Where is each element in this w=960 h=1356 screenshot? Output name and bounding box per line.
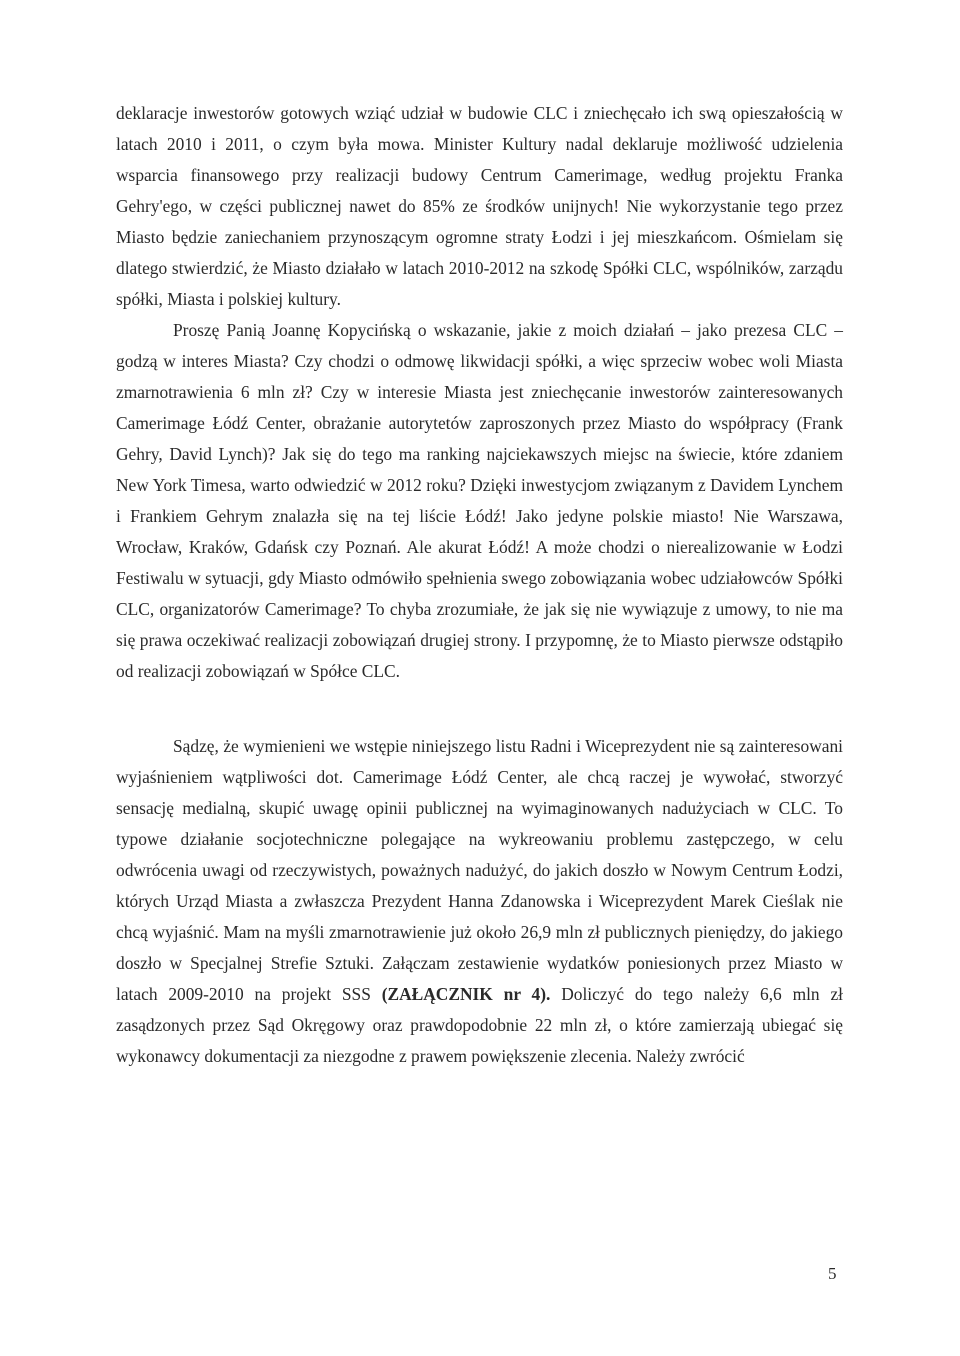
paragraph-3 bbox=[116, 731, 843, 1072]
paragraph-2 bbox=[116, 315, 843, 687]
page-number: 5 bbox=[828, 1264, 837, 1283]
document-body bbox=[116, 98, 843, 1072]
paragraph-3-text-end: Doliczyć do tego należy 6,6 mln zł zasądzonych przez Sąd Okręgowy oraz prawdopodobnie 22 mln zł, o które zamierzają ubiegać się wykonawcy dokumentacji za niezgodne z prawem powiększenie zlecenia. Należy zwrócić bbox=[116, 984, 843, 1066]
attachment-reference: (ZAŁĄCZNIK nr 4). bbox=[381, 984, 551, 1004]
paragraph-1 bbox=[116, 98, 843, 315]
paragraph-1-text: deklaracje inwestorów gotowych wziąć udział w budowie CLC i zniechęcało ich swą opieszałością w latach 2010 i 2011, o czym była mowa. Minister Kultury nadal deklaruje możliwość udzielenia wsparcia finansowego przy realizacji budowy Centrum Camerimage, według projektu Franka Gehry'ego, w części publicznej nawet do 85% ze środków unijnych! Nie wykorzystanie tego przez Miasto będzie zaniechaniem przynoszącym ogromne straty Łodzi i jej mieszkańcom. Ośmielam się dlatego stwierdzić, że Miasto działało w latach 2010-2012 na szkodę Spółki CLC, wspólników, zarządu spółki, Miasta i polskiej kultury. bbox=[116, 103, 843, 309]
paragraph-3-text-start: Sądzę, że wymienieni we wstępie niniejszego listu Radni i Wiceprezydent nie są zainteresowani wyjaśnieniem wątpliwości dot. Camerimage Łódź Center, ale chcą raczej je wywołać, stworzyć sensację medialną, skupić uwagę opinii publicznej na wyimaginowanych nadużyciach w CLC. To typowe działanie socjotechniczne polegające na wykreowaniu problemu zastępczego, w celu odwrócenia uwagi od rzeczywistych, poważnych nadużyć, do jakich doszło w Nowym Centrum Łodzi, których Urząd Miasta a zwłaszcza Prezydent Hanna Zdanowska i Wiceprezydent Marek Cieślak nie chcą wyjaśnić. Mam na myśli zmarnotrawienie już około 26,9 mln zł publicznych pieniędzy, do jakiego doszło w Specjalnej Strefie Sztuki. Załączam zestawienie wydatków poniesionych przez Miasto w latach 2009-2010 na projekt SSS bbox=[116, 736, 843, 1004]
paragraph-2-text: Proszę Panią Joannę Kopycińską o wskazanie, jakie z moich działań – jako prezesa CLC – godzą w interes Miasta? Czy chodzi o odmowę likwidacji spółki, a więc sprzeciw wobec woli Miasta zmarnotrawienia 6 mln zł? Czy w interesie Miasta jest zniechęcanie inwestorów zainteresowanych Camerimage Łódź Center, obrażanie autorytetów zaproszonych przez Miasto do współpracy (Frank Gehry, David Lynch)? Jak się do tego ma ranking najciekawszych miejsc na świecie, które zdaniem New York Timesa, warto odwiedzić w 2012 roku? Dzięki inwestycjom związanym z Davidem Lynchem i Frankiem Gehrym znalazła się na tej liście Łódź! Jako jedyne polskie miasto! Nie Warszawa, Wrocław, Kraków, Gdańsk czy Poznań. Ale akurat Łódź! A może chodzi o nierealizowanie w Łodzi Festiwalu w sytuacji, gdy Miasto odmówiło spełnienia swego zobowiązania wobec udziałowców Spółki CLC, organizatorów Camerimage? To chyba zrozumiałe, że jak się nie wywiązuje z umowy, to nie ma się prawa oczekiwać realizacji zobowiązań drugiej strony. I przypomnę, że to Miasto pierwsze odstąpiło od realizacji zobowiązań w Spółce CLC. bbox=[116, 320, 843, 681]
